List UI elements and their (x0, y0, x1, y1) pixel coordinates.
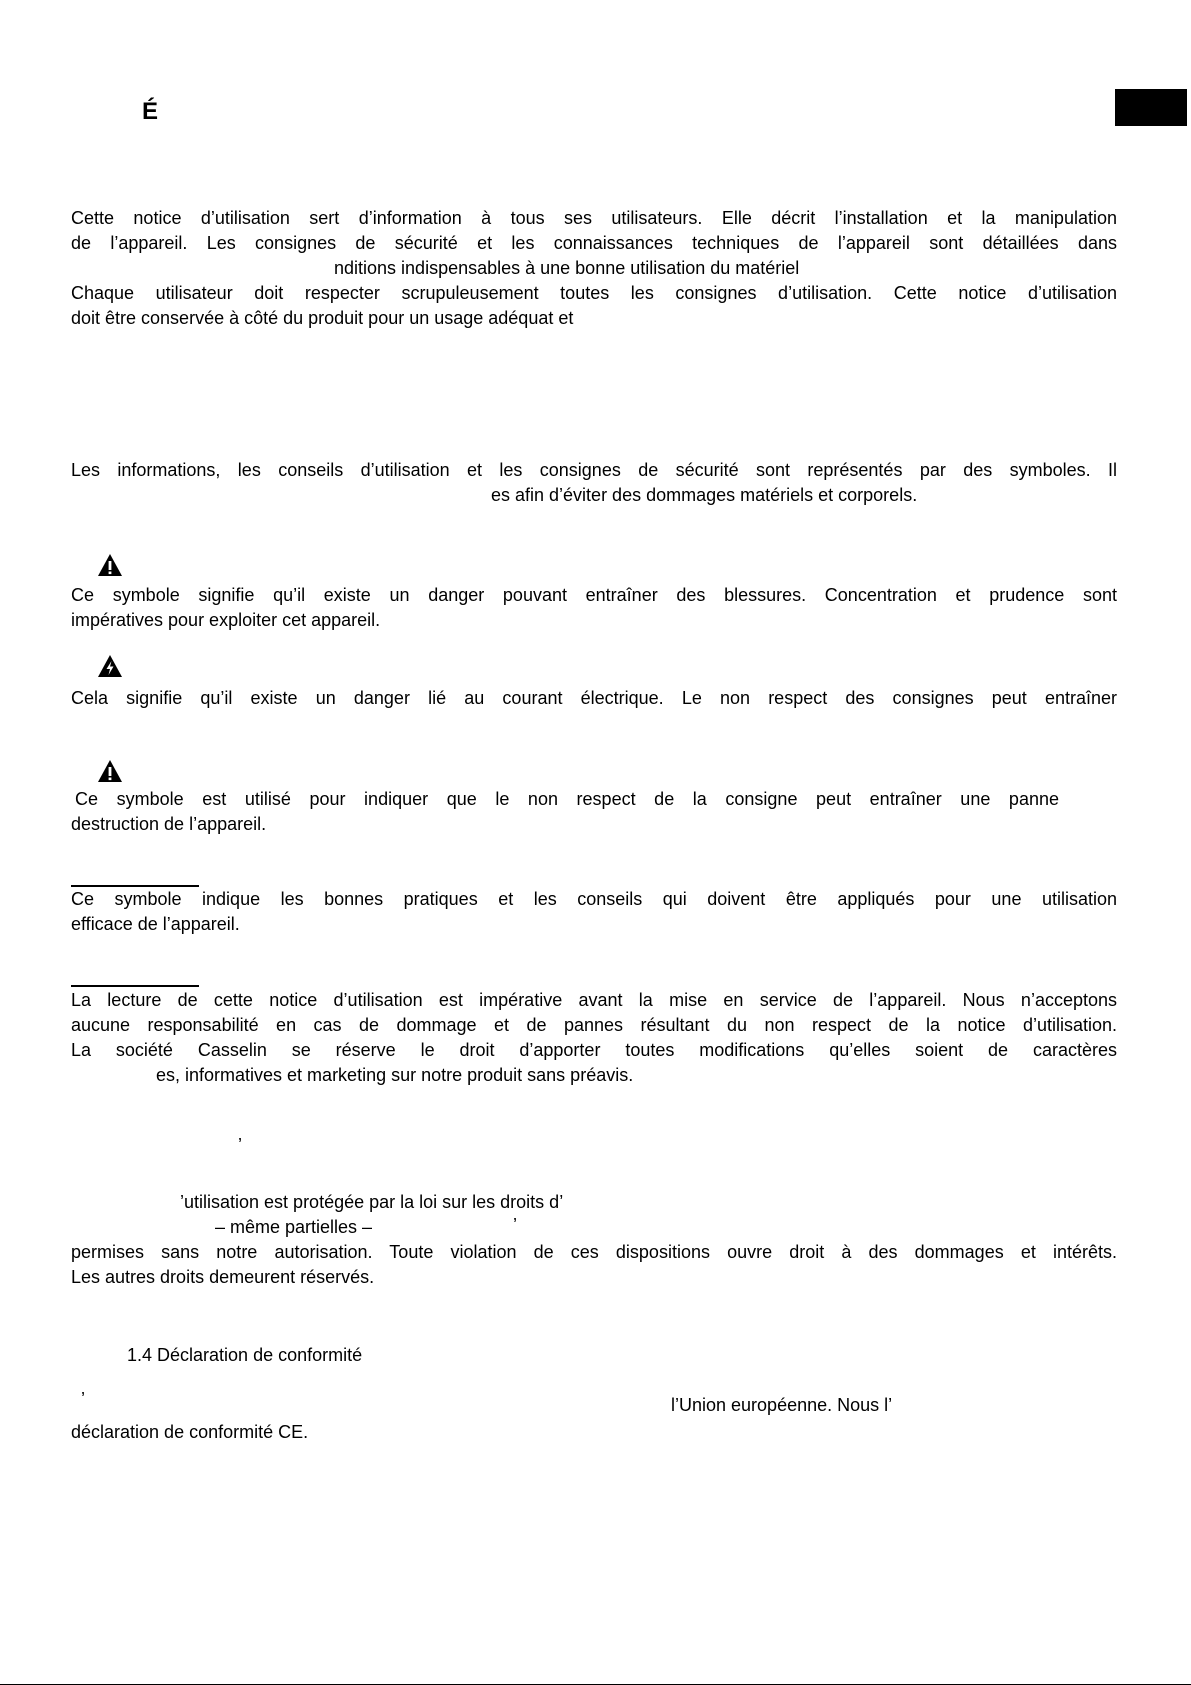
chapter-tab-marker (1115, 89, 1187, 126)
danger-line-1: Ce symbole signifie qu’il existe un danger pouvant entraîner des blessures. Concentration et prudence sont (71, 585, 1117, 605)
intro-line-2: de l’appareil. Les consignes de sécurité et les connaissances techniques de l’appareil sont détaillées dans (71, 233, 1117, 253)
heading-letter: É (142, 98, 159, 125)
liability-paragraph (71, 988, 1117, 1063)
conformity-line-2: déclaration de conformité CE. (71, 1422, 309, 1442)
liability-line-3: La société Casselin se réserve le droit d’apporter toutes modifications qu’elles soient de caractères (71, 1040, 1117, 1060)
copyright-line-3: permises sans notre autorisation. Toute violation de ces dispositions ouvre droit à des dommages et intérêts. (71, 1242, 1117, 1262)
warning-triangle-icon (97, 553, 123, 577)
copyright-mark: ’ (513, 1215, 517, 1235)
tips-line-1: Ce symbole indique les bonnes pratiques et les conseils qui doivent être appliqués pour une utilisation (71, 889, 1117, 909)
intro-line-5: doit être conservée à côté du produit pour un usage adéquat et (71, 308, 574, 328)
caution-line-2: destruction de l’appareil. (71, 814, 267, 834)
conformity-heading: 1.4 Déclaration de conformité (127, 1345, 363, 1365)
liability-line-1: La lecture de cette notice d’utilisation est impérative avant la mise en service de l’appareil. Nous n’acceptons (71, 990, 1117, 1010)
copyright-mark: ’ (238, 1135, 242, 1155)
danger-line-2: impératives pour exploiter cet appareil. (71, 610, 381, 630)
conformity-line-1: l’Union européenne. Nous l’ (671, 1395, 893, 1415)
intro-line-3: nditions indispensables à une bonne utilisation du matériel (334, 258, 800, 278)
intro-line-4: Chaque utilisateur doit respecter scrupuleusement toutes les consignes d’utilisation. Cette notice d’utilisation (71, 283, 1117, 303)
warning-triangle-icon (97, 759, 123, 783)
section-rule (71, 985, 199, 987)
copyright-line-4: Les autres droits demeurent réservés. (71, 1267, 375, 1287)
tips-line-2: efficace de l’appareil. (71, 914, 240, 934)
intro-line-1: Cette notice d’utilisation sert d’information à tous ses utilisateurs. Elle décrit l’installation et la manipulation (71, 208, 1117, 228)
electric-line-1: Cela signifie qu’il existe un danger lié au courant électrique. Le non respect des consignes peut entraîner (71, 688, 1117, 708)
liability-line-2: aucune responsabilité en cas de dommage et de pannes résultant du non respect de la notice d’utilisation. (71, 1015, 1117, 1035)
caution-line-1: Ce symbole est utilisé pour indiquer que le non respect de la consigne peut entraîner une panne (75, 789, 1059, 809)
symbols-intro-line-2: es afin d’éviter des dommages matériels et corporels. (491, 485, 918, 505)
liability-line-4: es, informatives et marketing sur notre produit sans préavis. (156, 1065, 634, 1085)
copyright-line-1: ’utilisation est protégée par la loi sur les droits d’ (180, 1192, 564, 1212)
copyright-line-2: – même partielles – (215, 1217, 373, 1237)
conformity-mark: ’ (81, 1389, 85, 1409)
intro-paragraph (71, 206, 1117, 256)
symbols-intro-line-1: Les informations, les conseils d’utilisation et les consignes de sécurité sont représentés par des symboles. Il (71, 460, 1117, 480)
electric-hazard-icon (97, 654, 123, 678)
